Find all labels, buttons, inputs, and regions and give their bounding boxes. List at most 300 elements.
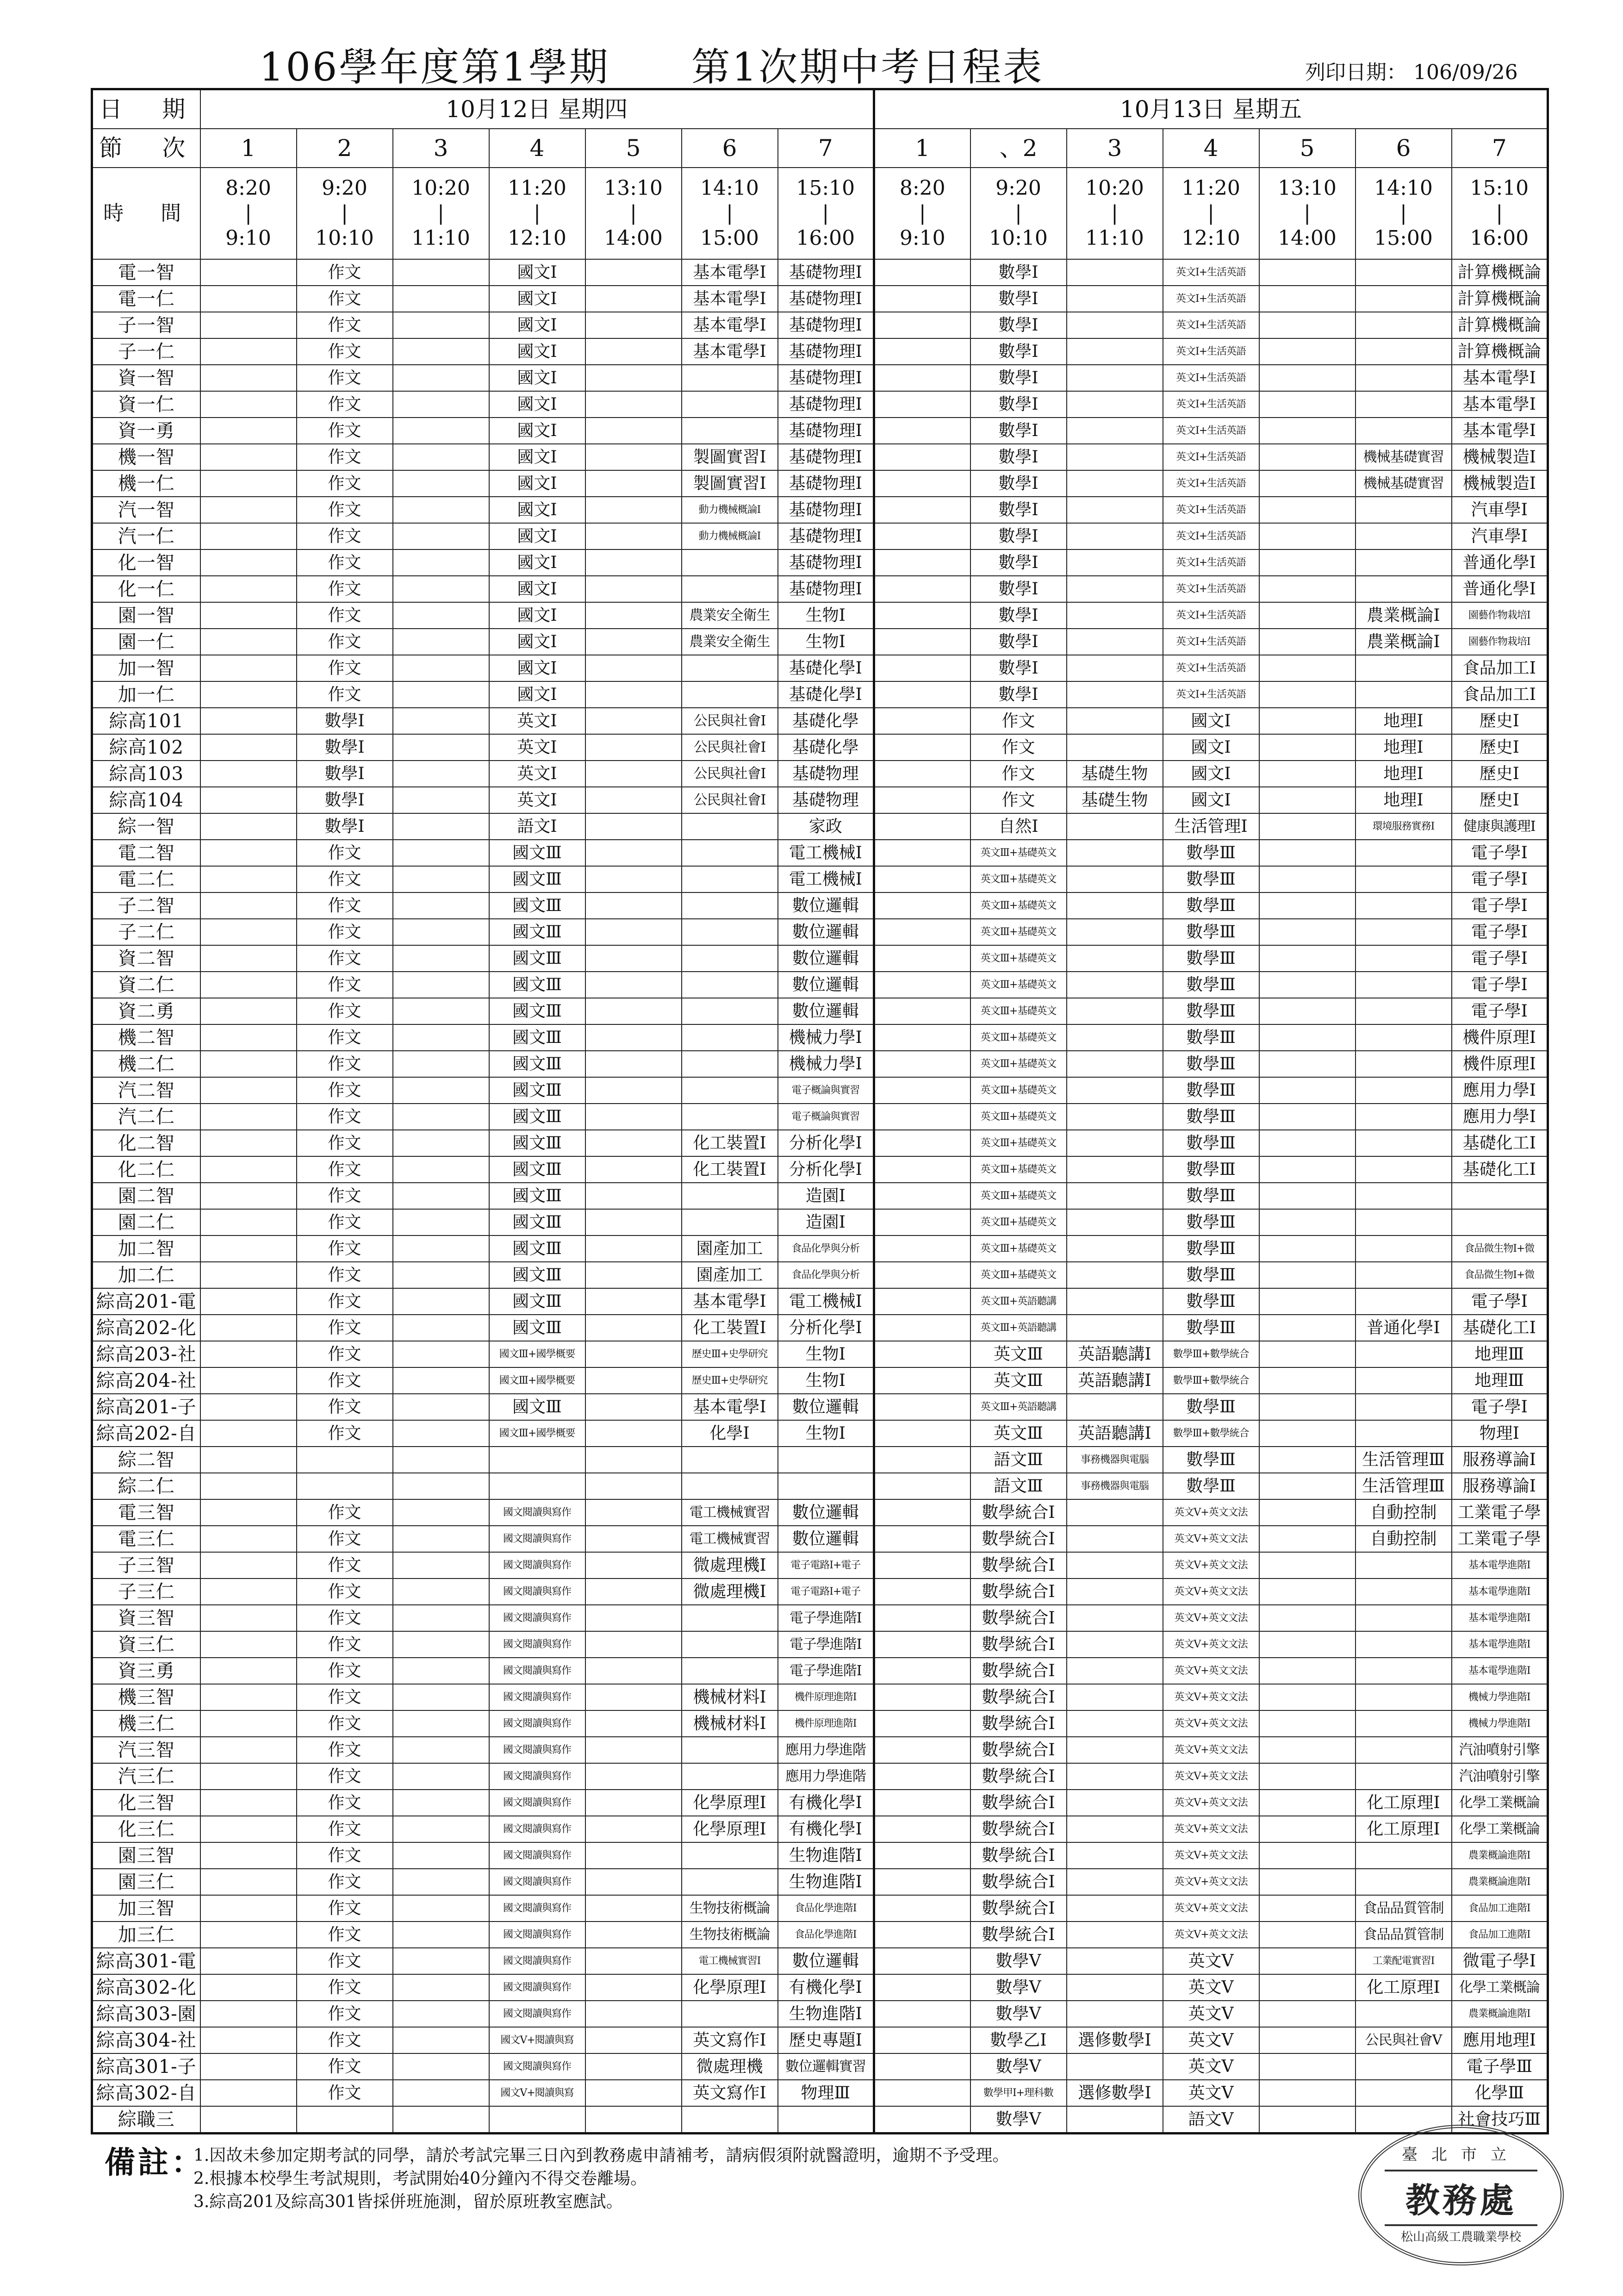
- exam-subject-cell: 電子學Ⅰ: [1452, 945, 1548, 972]
- exam-subject-cell: 國文閱讀與寫作: [489, 1948, 585, 1974]
- exam-subject-cell: 英文Ⅴ+英文文法: [1163, 1737, 1259, 1763]
- class-name: 綜高302-自: [92, 2080, 200, 2106]
- exam-subject-cell: 生物進階Ⅰ: [778, 1869, 874, 1895]
- exam-subject-cell: [874, 1104, 970, 1130]
- exam-subject-cell: [1259, 1051, 1356, 1077]
- exam-subject-cell: [1452, 1209, 1548, 1235]
- exam-subject-cell: 英文Ⅰ+生活英語: [1163, 523, 1259, 549]
- exam-subject-cell: [585, 1024, 682, 1051]
- exam-subject-cell: [585, 2001, 682, 2027]
- exam-subject-cell: [874, 576, 970, 602]
- exam-subject-cell: 國文Ⅲ: [489, 1288, 585, 1315]
- exam-subject-cell: 國文Ⅰ: [489, 470, 585, 497]
- exam-subject-cell: 數學Ⅲ: [1163, 1104, 1259, 1130]
- exam-subject-cell: 英文Ⅴ: [1163, 2027, 1259, 2053]
- class-name: 機一仁: [92, 470, 200, 497]
- exam-subject-cell: 數學統合Ⅰ: [970, 1552, 1067, 1578]
- exam-subject-cell: 作文: [970, 708, 1067, 734]
- exam-subject-cell: 數學統合Ⅰ: [970, 1790, 1067, 1816]
- exam-subject-cell: 生物進階Ⅰ: [778, 2001, 874, 2027]
- exam-subject-cell: [874, 1842, 970, 1869]
- exam-subject-cell: [200, 549, 297, 576]
- exam-subject-cell: [585, 972, 682, 998]
- exam-subject-cell: [1259, 1684, 1356, 1710]
- class-name: 化一仁: [92, 576, 200, 602]
- exam-subject-cell: [393, 1473, 489, 1499]
- exam-subject-cell: 數學Ⅴ: [970, 2053, 1067, 2080]
- exam-subject-cell: 數學Ⅰ: [970, 365, 1067, 391]
- exam-subject-cell: 數學Ⅲ+數學統合: [1163, 1420, 1259, 1447]
- exam-subject-cell: 分析化學Ⅰ: [778, 1156, 874, 1183]
- exam-subject-cell: [585, 1420, 682, 1447]
- time-separator: |: [919, 201, 926, 225]
- exam-subject-cell: 有機化學Ⅰ: [778, 1816, 874, 1842]
- class-name: 汽一仁: [92, 523, 200, 549]
- exam-subject-cell: [682, 2001, 778, 2027]
- exam-subject-cell: 化工裝置Ⅰ: [682, 1130, 778, 1156]
- time-end: 9:10: [899, 226, 945, 250]
- exam-subject-cell: 基礎化工Ⅰ: [1452, 1130, 1548, 1156]
- exam-subject-cell: [393, 1262, 489, 1288]
- table-row: [92, 418, 1548, 444]
- exam-subject-cell: [1356, 2053, 1452, 2080]
- exam-subject-cell: [585, 2027, 682, 2053]
- exam-subject-cell: 機件原理Ⅰ: [1452, 1024, 1548, 1051]
- exam-subject-cell: 英文Ⅲ: [970, 1341, 1067, 1367]
- exam-subject-cell: 國文Ⅰ: [489, 681, 585, 708]
- exam-subject-cell: [874, 1077, 970, 1104]
- exam-subject-cell: 電子電路Ⅰ+電子: [778, 1552, 874, 1578]
- table-row: [92, 972, 1548, 998]
- exam-subject-cell: [682, 1209, 778, 1235]
- note-item: 3.綜高201及綜高301皆採併班施測，留於原班教室應試。: [193, 2192, 623, 2211]
- exam-subject-cell: 作文: [297, 259, 393, 286]
- time-start: 8:20: [225, 176, 271, 200]
- exam-subject-cell: [393, 734, 489, 761]
- exam-subject-cell: 作文: [297, 1631, 393, 1658]
- time-end: 12:10: [508, 226, 566, 250]
- exam-subject-cell: [874, 259, 970, 286]
- exam-subject-cell: [393, 2027, 489, 2053]
- exam-subject-cell: 電子學進階Ⅰ: [778, 1658, 874, 1684]
- exam-subject-cell: 機械力學進階Ⅰ: [1452, 1684, 1548, 1710]
- exam-subject-cell: 基礎物理Ⅰ: [778, 523, 874, 549]
- exam-subject-cell: 數學Ⅰ: [970, 681, 1067, 708]
- exam-subject-cell: [1259, 1790, 1356, 1816]
- exam-subject-cell: [200, 523, 297, 549]
- exam-subject-cell: 機械力學Ⅰ: [778, 1051, 874, 1077]
- exam-subject-cell: 語文Ⅲ: [970, 1473, 1067, 1499]
- exam-subject-cell: [1356, 1552, 1452, 1578]
- exam-subject-cell: [393, 1578, 489, 1605]
- period-number: 5: [585, 129, 682, 168]
- exam-subject-cell: [393, 1974, 489, 2001]
- exam-subject-cell: [1259, 1578, 1356, 1605]
- exam-subject-cell: 作文: [297, 892, 393, 919]
- exam-subject-cell: 機械力學進階Ⅰ: [1452, 1710, 1548, 1737]
- exam-subject-cell: [585, 549, 682, 576]
- time-start: 13:10: [604, 176, 663, 200]
- exam-subject-cell: 農業概論Ⅰ: [1356, 629, 1452, 655]
- exam-subject-cell: [585, 681, 682, 708]
- time-slot: [489, 168, 585, 259]
- class-name: 化二智: [92, 1130, 200, 1156]
- exam-subject-cell: 作文: [297, 1737, 393, 1763]
- class-name: 汽三仁: [92, 1763, 200, 1790]
- exam-subject-cell: [874, 1578, 970, 1605]
- exam-subject-cell: [1356, 1288, 1452, 1315]
- exam-subject-cell: 基礎物理Ⅰ: [778, 365, 874, 391]
- exam-subject-cell: 電子學進階Ⅰ: [778, 1631, 874, 1658]
- exam-subject-cell: [874, 312, 970, 338]
- exam-subject-cell: [393, 338, 489, 365]
- table-row: [92, 1578, 1548, 1605]
- exam-subject-cell: 英語聽講Ⅰ: [1067, 1420, 1163, 1447]
- exam-subject-cell: 作文: [297, 1948, 393, 1974]
- exam-subject-cell: [1259, 338, 1356, 365]
- exam-subject-cell: 語文Ⅲ: [970, 1447, 1067, 1473]
- exam-subject-cell: 選修數學Ⅰ: [1067, 2027, 1163, 2053]
- time-separator: |: [534, 201, 541, 225]
- exam-subject-cell: 數學Ⅰ: [970, 259, 1067, 286]
- exam-subject-cell: [1067, 866, 1163, 892]
- exam-subject-cell: 生活管理Ⅲ: [1356, 1447, 1452, 1473]
- class-name: 綜高202-自: [92, 1420, 200, 1447]
- exam-subject-cell: 國文Ⅴ+閱讀與寫: [489, 2027, 585, 2053]
- class-name: 綜高202-化: [92, 1315, 200, 1341]
- exam-subject-cell: 汽油噴射引擎: [1452, 1763, 1548, 1790]
- exam-subject-cell: [489, 1473, 585, 1499]
- exam-subject-cell: 國文Ⅲ: [489, 1315, 585, 1341]
- exam-subject-cell: [1067, 655, 1163, 681]
- time-start: 9:20: [995, 176, 1041, 200]
- exam-subject-cell: [585, 1473, 682, 1499]
- time-separator: |: [630, 201, 637, 225]
- exam-subject-cell: [1356, 1262, 1452, 1288]
- exam-subject-cell: 生活管理Ⅰ: [1163, 813, 1259, 840]
- exam-subject-cell: [393, 972, 489, 998]
- exam-subject-cell: [874, 1605, 970, 1631]
- exam-subject-cell: [585, 1130, 682, 1156]
- exam-subject-cell: [1259, 787, 1356, 813]
- exam-subject-cell: [200, 312, 297, 338]
- exam-subject-cell: [1067, 1605, 1163, 1631]
- exam-subject-cell: 化工原理Ⅰ: [1356, 1974, 1452, 2001]
- exam-subject-cell: 微處理機Ⅰ: [682, 1552, 778, 1578]
- exam-subject-cell: [874, 549, 970, 576]
- exam-subject-cell: 作文: [297, 1842, 393, 1869]
- exam-subject-cell: [682, 1051, 778, 1077]
- exam-subject-cell: [1067, 972, 1163, 998]
- exam-subject-cell: 英文Ⅲ+基礎英文: [970, 1077, 1067, 1104]
- exam-subject-cell: 化學原理Ⅰ: [682, 1816, 778, 1842]
- exam-subject-cell: [874, 1315, 970, 1341]
- class-name: 汽二智: [92, 1077, 200, 1104]
- exam-subject-cell: [393, 1315, 489, 1341]
- exam-subject-cell: 作文: [297, 444, 393, 470]
- class-name: 綜高203-社: [92, 1341, 200, 1367]
- exam-subject-cell: 汽車學Ⅰ: [1452, 497, 1548, 523]
- exam-subject-cell: [1259, 840, 1356, 866]
- exam-subject-cell: [682, 365, 778, 391]
- exam-subject-cell: [874, 1895, 970, 1922]
- exam-subject-cell: [200, 1420, 297, 1447]
- exam-subject-cell: 數學Ⅰ: [970, 655, 1067, 681]
- exam-subject-cell: 國文Ⅰ: [489, 444, 585, 470]
- exam-subject-cell: [200, 1684, 297, 1710]
- exam-subject-cell: 化工裝置Ⅰ: [682, 1315, 778, 1341]
- exam-subject-cell: [200, 892, 297, 919]
- class-name: 機三智: [92, 1684, 200, 1710]
- exam-subject-cell: [585, 1684, 682, 1710]
- exam-subject-cell: [393, 2106, 489, 2134]
- exam-subject-cell: 機件原理進階Ⅰ: [778, 1710, 874, 1737]
- exam-subject-cell: [585, 470, 682, 497]
- exam-subject-cell: [585, 1526, 682, 1552]
- exam-subject-cell: 數學Ⅰ: [970, 602, 1067, 629]
- exam-subject-cell: [1356, 892, 1452, 919]
- exam-subject-cell: 服務導論Ⅰ: [1452, 1473, 1548, 1499]
- exam-subject-cell: [297, 1473, 393, 1499]
- table-row: [92, 655, 1548, 681]
- table-row: [92, 945, 1548, 972]
- exam-subject-cell: 英文Ⅲ: [970, 1367, 1067, 1394]
- exam-subject-cell: [200, 761, 297, 787]
- exam-subject-cell: 作文: [297, 576, 393, 602]
- exam-subject-cell: [393, 1948, 489, 1974]
- exam-subject-cell: 物理Ⅲ: [778, 2080, 874, 2106]
- exam-subject-cell: [874, 1790, 970, 1816]
- exam-subject-cell: [200, 1605, 297, 1631]
- exam-subject-cell: [1259, 286, 1356, 312]
- exam-subject-cell: 國文閱讀與寫作: [489, 1552, 585, 1578]
- exam-subject-cell: [1356, 655, 1452, 681]
- exam-subject-cell: [1356, 338, 1452, 365]
- exam-subject-cell: 英文Ⅰ+生活英語: [1163, 391, 1259, 418]
- exam-subject-cell: [1259, 2080, 1356, 2106]
- exam-subject-cell: 作文: [297, 629, 393, 655]
- exam-subject-cell: 英文Ⅴ+英文文法: [1163, 1552, 1259, 1578]
- class-name: 機一智: [92, 444, 200, 470]
- exam-subject-cell: [200, 1051, 297, 1077]
- time-slot: [1067, 168, 1163, 259]
- exam-subject-cell: 公民與社會Ⅰ: [682, 787, 778, 813]
- exam-subject-cell: [200, 2080, 297, 2106]
- exam-subject-cell: [1259, 945, 1356, 972]
- exam-subject-cell: 機械材料Ⅰ: [682, 1710, 778, 1737]
- exam-subject-cell: 英文寫作Ⅰ: [682, 2027, 778, 2053]
- exam-subject-cell: [200, 1737, 297, 1763]
- table-row: [92, 1235, 1548, 1262]
- exam-subject-cell: 基本電學進階Ⅰ: [1452, 1658, 1548, 1684]
- exam-subject-cell: [874, 1051, 970, 1077]
- exam-subject-cell: 數學Ⅲ: [1163, 1156, 1259, 1183]
- exam-subject-cell: 化學工業概論: [1452, 1974, 1548, 2001]
- exam-subject-cell: [1067, 338, 1163, 365]
- exam-subject-cell: 數學統合Ⅰ: [970, 1816, 1067, 1842]
- exam-subject-cell: 數位邏輯: [778, 972, 874, 998]
- exam-subject-cell: [1356, 2080, 1452, 2106]
- exam-subject-cell: 化工裝置Ⅰ: [682, 1156, 778, 1183]
- exam-subject-cell: [1259, 1526, 1356, 1552]
- exam-subject-cell: [1259, 1367, 1356, 1394]
- exam-subject-cell: 國文閱讀與寫作: [489, 1684, 585, 1710]
- exam-subject-cell: [1259, 1262, 1356, 1288]
- exam-subject-cell: [585, 945, 682, 972]
- time-start: 14:10: [1374, 176, 1433, 200]
- exam-subject-cell: [393, 365, 489, 391]
- table-row: [92, 919, 1548, 945]
- table-row: [92, 1737, 1548, 1763]
- table-row: [92, 1077, 1548, 1104]
- exam-subject-cell: 作文: [297, 602, 393, 629]
- exam-subject-cell: [1259, 602, 1356, 629]
- exam-subject-cell: [874, 444, 970, 470]
- exam-subject-cell: [585, 1737, 682, 1763]
- exam-subject-cell: [874, 1235, 970, 1262]
- exam-subject-cell: 作文: [297, 1183, 393, 1209]
- exam-subject-cell: [393, 1922, 489, 1948]
- exam-subject-cell: 基本電學進階Ⅰ: [1452, 1552, 1548, 1578]
- exam-subject-cell: 製圖實習Ⅰ: [682, 444, 778, 470]
- exam-subject-cell: [393, 1499, 489, 1526]
- exam-subject-cell: 國文Ⅰ: [489, 523, 585, 549]
- exam-subject-cell: 物理Ⅰ: [1452, 1420, 1548, 1447]
- exam-subject-cell: [200, 1790, 297, 1816]
- time-separator: |: [1400, 201, 1407, 225]
- exam-subject-cell: [1356, 1710, 1452, 1737]
- exam-subject-cell: [874, 365, 970, 391]
- exam-subject-cell: 工業電子學: [1452, 1526, 1548, 1552]
- exam-subject-cell: [1356, 945, 1452, 972]
- exam-subject-cell: 數學Ⅴ: [970, 1974, 1067, 2001]
- exam-subject-cell: 國文Ⅰ: [489, 549, 585, 576]
- exam-subject-cell: [1259, 1974, 1356, 2001]
- table-row: [92, 734, 1548, 761]
- table-row: [92, 1447, 1548, 1473]
- table-row: [92, 1948, 1548, 1974]
- class-name: 汽二仁: [92, 1104, 200, 1130]
- exam-subject-cell: 動力機械概論Ⅰ: [682, 497, 778, 523]
- exam-subject-cell: [585, 1895, 682, 1922]
- exam-subject-cell: [1356, 1183, 1452, 1209]
- exam-subject-cell: 數學統合Ⅰ: [970, 1658, 1067, 1684]
- exam-subject-cell: 數學統合Ⅰ: [970, 1763, 1067, 1790]
- exam-subject-cell: 英文Ⅴ: [1163, 1948, 1259, 1974]
- table-row: [92, 1605, 1548, 1631]
- exam-subject-cell: [874, 892, 970, 919]
- exam-subject-cell: [585, 1552, 682, 1578]
- table-row: [92, 1710, 1548, 1737]
- exam-subject-cell: [1259, 1737, 1356, 1763]
- exam-subject-cell: 作文: [297, 2001, 393, 2027]
- exam-subject-cell: [1259, 418, 1356, 444]
- exam-subject-cell: 數學Ⅲ: [1163, 998, 1259, 1024]
- exam-subject-cell: [393, 470, 489, 497]
- exam-subject-cell: 數學統合Ⅰ: [970, 1578, 1067, 1605]
- table-row: [92, 2106, 1548, 2134]
- exam-subject-cell: [200, 2027, 297, 2053]
- exam-subject-cell: [874, 1156, 970, 1183]
- class-name: 資一智: [92, 365, 200, 391]
- time-slot: [585, 168, 682, 259]
- exam-subject-cell: 公民與社會Ⅰ: [682, 708, 778, 734]
- exam-subject-cell: 健康與護理Ⅰ: [1452, 813, 1548, 840]
- period-number: 6: [682, 129, 778, 168]
- exam-subject-cell: [1067, 2053, 1163, 2080]
- exam-subject-cell: [682, 418, 778, 444]
- exam-subject-cell: [200, 1130, 297, 1156]
- exam-subject-cell: 自動控制: [1356, 1499, 1452, 1526]
- period-number: 4: [489, 129, 585, 168]
- exam-subject-cell: [1259, 2001, 1356, 2027]
- table-row: [92, 391, 1548, 418]
- exam-subject-cell: [1067, 1235, 1163, 1262]
- exam-subject-cell: [393, 1605, 489, 1631]
- exam-subject-cell: [393, 1631, 489, 1658]
- exam-subject-cell: 食品化學進階Ⅰ: [778, 1895, 874, 1922]
- exam-subject-cell: [200, 734, 297, 761]
- exam-subject-cell: [682, 2106, 778, 2134]
- exam-subject-cell: 電子學Ⅰ: [1452, 840, 1548, 866]
- exam-subject-cell: 電子學Ⅰ: [1452, 892, 1548, 919]
- exam-subject-cell: 英文Ⅰ: [489, 787, 585, 813]
- exam-subject-cell: 國文Ⅰ: [489, 418, 585, 444]
- exam-subject-cell: 機械基礎實習: [1356, 444, 1452, 470]
- exam-subject-cell: [1259, 998, 1356, 1024]
- exam-subject-cell: 食品微生物Ⅰ+微: [1452, 1262, 1548, 1288]
- table-row: [92, 602, 1548, 629]
- exam-subject-cell: [1259, 1948, 1356, 1974]
- exam-subject-cell: 英文Ⅴ: [1163, 2053, 1259, 2080]
- exam-subject-cell: 英文Ⅲ+基礎英文: [970, 892, 1067, 919]
- exam-subject-cell: [1067, 259, 1163, 286]
- exam-subject-cell: [682, 866, 778, 892]
- exam-subject-cell: 數學Ⅰ: [297, 734, 393, 761]
- exam-subject-cell: [1356, 549, 1452, 576]
- exam-subject-cell: 作文: [297, 655, 393, 681]
- exam-subject-cell: 造園Ⅰ: [778, 1209, 874, 1235]
- class-name: 園二智: [92, 1183, 200, 1209]
- exam-subject-cell: [874, 1447, 970, 1473]
- exam-subject-cell: [200, 1209, 297, 1235]
- exam-subject-cell: 基礎物理: [778, 787, 874, 813]
- exam-subject-cell: [1067, 734, 1163, 761]
- exam-subject-cell: 英文Ⅲ: [970, 1420, 1067, 1447]
- exam-subject-cell: [1067, 1315, 1163, 1341]
- time-slot: [970, 168, 1067, 259]
- exam-subject-cell: [585, 312, 682, 338]
- exam-subject-cell: 英文Ⅲ+基礎英文: [970, 1183, 1067, 1209]
- table-row: [92, 1341, 1548, 1367]
- exam-subject-cell: 作文: [297, 866, 393, 892]
- table-row: [92, 1156, 1548, 1183]
- day-header: 10月12日 星期四: [200, 89, 874, 129]
- exam-subject-cell: 作文: [297, 1235, 393, 1262]
- exam-subject-cell: 生物技術概論: [682, 1922, 778, 1948]
- exam-subject-cell: 地理Ⅰ: [1356, 734, 1452, 761]
- exam-subject-cell: 數位邏輯實習: [778, 2053, 874, 2080]
- exam-subject-cell: [200, 1394, 297, 1420]
- exam-subject-cell: 基本電學進階Ⅰ: [1452, 1631, 1548, 1658]
- exam-subject-cell: 電子學Ⅰ: [1452, 1394, 1548, 1420]
- exam-subject-cell: [1259, 629, 1356, 655]
- exam-subject-cell: 基礎物理Ⅰ: [778, 259, 874, 286]
- exam-subject-cell: 化學工業概論: [1452, 1816, 1548, 1842]
- exam-subject-cell: [874, 497, 970, 523]
- time-end: 15:00: [1374, 226, 1433, 250]
- exam-subject-cell: [1259, 1130, 1356, 1156]
